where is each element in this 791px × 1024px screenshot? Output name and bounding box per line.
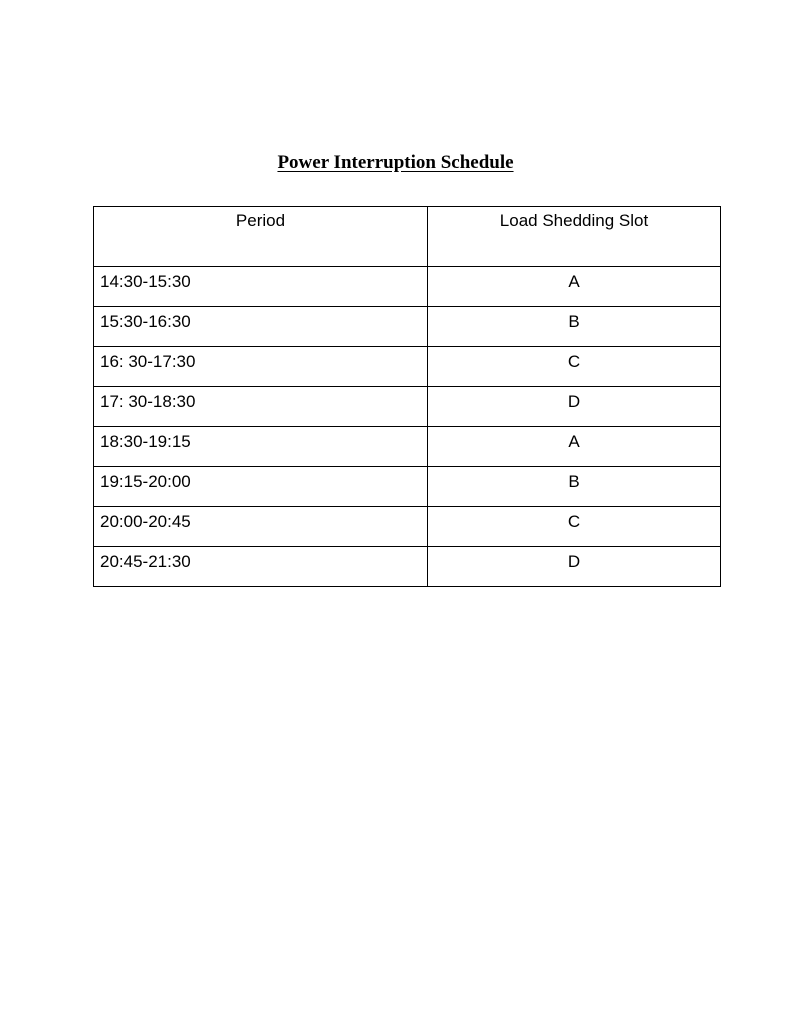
schedule-table [93, 206, 721, 587]
period-cell: 16: 30-17:30 [94, 347, 428, 387]
period-cell: 14:30-15:30 [94, 267, 428, 307]
slot-cell: D [428, 387, 721, 427]
table-row [94, 467, 721, 507]
slot-cell: B [428, 467, 721, 507]
slot-cell: C [428, 347, 721, 387]
period-cell: 20:45-21:30 [94, 547, 428, 587]
period-cell: 19:15-20:00 [94, 467, 428, 507]
slot-cell: A [428, 427, 721, 467]
period-cell: 17: 30-18:30 [94, 387, 428, 427]
period-cell: 18:30-19:15 [94, 427, 428, 467]
column-header-period: Period [94, 207, 428, 267]
period-cell: 20:00-20:45 [94, 507, 428, 547]
table-row [94, 387, 721, 427]
table-row [94, 547, 721, 587]
table-row [94, 507, 721, 547]
table-row [94, 267, 721, 307]
column-header-slot: Load Shedding Slot [428, 207, 721, 267]
table-header-row [94, 207, 721, 267]
slot-cell: A [428, 267, 721, 307]
table-row [94, 307, 721, 347]
page-title: Power Interruption Schedule [277, 152, 514, 173]
table-row [94, 427, 721, 467]
slot-cell: C [428, 507, 721, 547]
slot-cell: D [428, 547, 721, 587]
slot-cell: B [428, 307, 721, 347]
period-cell: 15:30-16:30 [94, 307, 428, 347]
table-row [94, 347, 721, 387]
